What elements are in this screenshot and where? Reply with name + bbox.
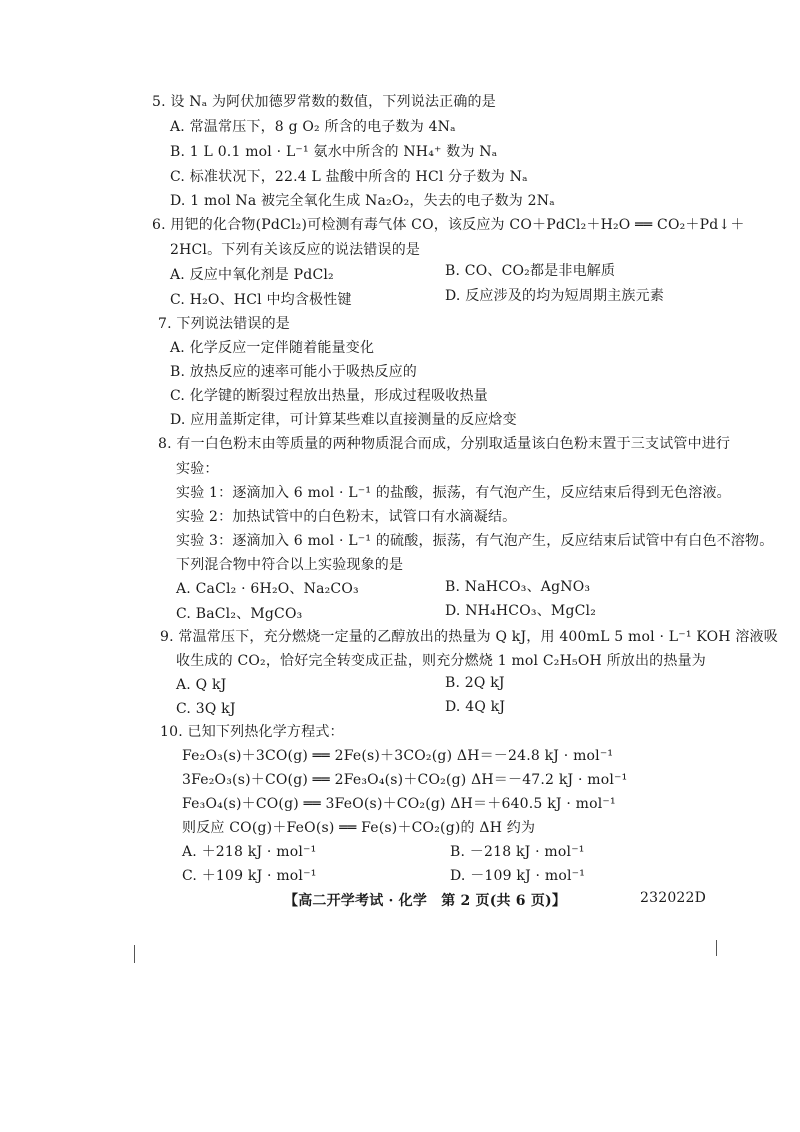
q6-option-d: D. 反应涉及的均为短周期主族元素 xyxy=(445,288,665,304)
q10-stem: 10. 已知下列热化学方程式： xyxy=(160,724,344,740)
q10-option-c: C. ＋109 kJ · mol⁻¹ xyxy=(182,868,317,884)
q10-option-a: A. ＋218 kJ · mol⁻¹ xyxy=(182,844,317,860)
q7-option-b: B. 放热反应的速率可能小于吸热反应的 xyxy=(170,364,417,380)
q9-option-a: A. Q kJ xyxy=(176,677,227,693)
q7-option-c: C. 化学键的断裂过程放出热量，形成过程吸收热量 xyxy=(170,388,488,404)
q8-experiment-2: 实验 2：加热试管中的白色粉末，试管口有水滴凝结。 xyxy=(176,509,517,525)
q7-option-a: A. 化学反应一定伴随着能量变化 xyxy=(170,340,375,356)
q6-stem-line2: 2HCl。下列有关该反应的说法错误的是 xyxy=(170,242,421,258)
q8-option-b: B. NaHCO₃、AgNO₃ xyxy=(445,579,591,595)
q7-option-d: D. 应用盖斯定律，可计算某些难以直接测量的反应焓变 xyxy=(170,412,517,428)
q6-option-c: C. H₂O、HCl 中均含极性键 xyxy=(170,292,352,308)
q5-option-b: B. 1 L 0.1 mol · L⁻¹ 氨水中所含的 NH₄⁺ 数为 Nₐ xyxy=(170,144,498,160)
q8-option-c: C. BaCl₂、MgCO₃ xyxy=(176,606,303,622)
q9-stem-line2: 收生成的 CO₂，恰好完全转变成正盐，则充分燃烧 1 mol C₂H₅OH 所放出的热量为 xyxy=(176,653,706,669)
q5-stem: 5. 设 Nₐ 为阿伏加德罗常数的数值，下列说法正确的是 xyxy=(152,94,496,110)
q9-option-c: C. 3Q kJ xyxy=(176,701,236,717)
q8-stem-line2: 实验： xyxy=(176,461,219,477)
q10-question: 则反应 CO(g)＋FeO(s) ══ Fe(s)＋CO₂(g)的 ΔH 约为 xyxy=(182,820,536,836)
q7-stem: 7. 下列说法错误的是 xyxy=(158,316,291,332)
q6-option-b: B. CO、CO₂都是非电解质 xyxy=(445,263,616,279)
q9-option-b: B. 2Q kJ xyxy=(445,675,505,691)
exam-code: 232022D xyxy=(640,890,707,906)
q9-option-d: D. 4Q kJ xyxy=(445,699,506,715)
q6-option-a: A. 反应中氧化剂是 PdCl₂ xyxy=(170,267,334,283)
q8-experiment-1: 实验 1：逐滴加入 6 mol · L⁻¹ 的盐酸，振荡，有气泡产生，反应结束后得到无色溶液。 xyxy=(176,485,731,501)
q10-equation-3: Fe₃O₄(s)＋CO(g) ══ 3FeO(s)＋CO₂(g) ΔH＝＋640.5 kJ · mol⁻¹ xyxy=(182,796,616,812)
page-footer-title: 【高二开学考试 · 化学 第 2 页(共 6 页)】 xyxy=(284,893,567,909)
q8-option-a: A. CaCl₂ · 6H₂O、Na₂CO₃ xyxy=(176,581,359,597)
q5-option-c: C. 标准状况下，22.4 L 盐酸中所含的 HCl 分子数为 Nₐ xyxy=(170,169,528,185)
q6-stem-line1: 6. 用钯的化合物(PdCl₂)可检测有毒气体 CO，该反应为 CO＋PdCl₂＋H₂O ══ CO₂＋Pd↓＋ xyxy=(152,217,745,233)
q8-question: 下列混合物中符合以上实验现象的是 xyxy=(176,557,404,573)
q5-option-d: D. 1 mol Na 被完全氧化生成 Na₂O₂，失去的电子数为 2Nₐ xyxy=(170,193,555,209)
scan-mark-right xyxy=(716,940,717,956)
q9-stem-line1: 9. 常温常压下，充分燃烧一定量的乙醇放出的热量为 Q kJ，用 400mL 5 mol · L⁻¹ KOH 溶液吸 xyxy=(160,629,778,645)
q8-experiment-3: 实验 3：逐滴加入 6 mol · L⁻¹ 的硫酸，振荡，有气泡产生，反应结束后试管中有白色不溶物。 xyxy=(176,533,774,549)
q8-stem-line1: 8. 有一白色粉末由等质量的两种物质混合而成，分别取适量该白色粉末置于三支试管中进行 xyxy=(158,436,731,452)
q5-option-a: A. 常温常压下，8 g O₂ 所含的电子数为 4Nₐ xyxy=(170,119,456,135)
q10-option-d: D. －109 kJ · mol⁻¹ xyxy=(450,868,586,884)
q10-option-b: B. －218 kJ · mol⁻¹ xyxy=(450,844,585,860)
q8-option-d: D. NH₄HCO₃、MgCl₂ xyxy=(445,603,597,619)
q10-equation-1: Fe₂O₃(s)＋3CO(g) ══ 2Fe(s)＋3CO₂(g) ΔH＝－24.8 kJ · mol⁻¹ xyxy=(182,748,614,764)
scan-mark-left xyxy=(134,945,135,963)
q10-equation-2: 3Fe₂O₃(s)＋CO(g) ══ 2Fe₃O₄(s)＋CO₂(g) ΔH＝－47.2 kJ · mol⁻¹ xyxy=(182,772,628,788)
